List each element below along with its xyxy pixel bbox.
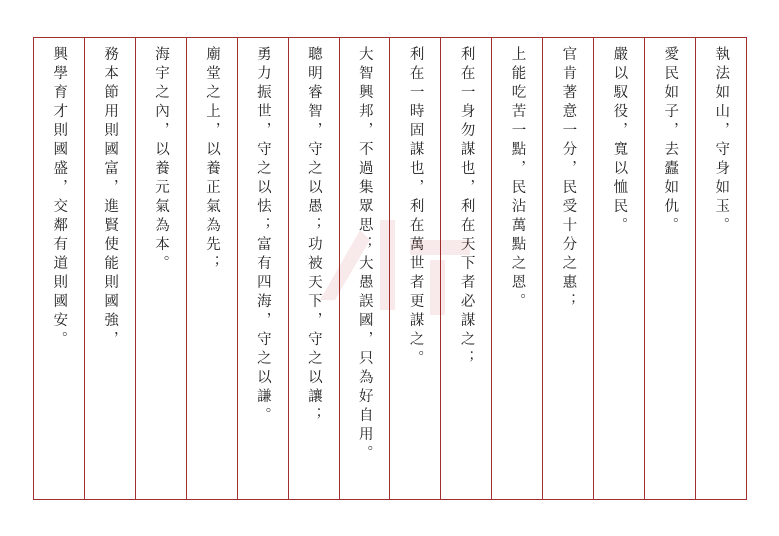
verse-text: 利在一時固謀也，利在萬世者更謀之。 xyxy=(407,46,424,369)
text-sheet xyxy=(33,37,747,500)
verse-text: 務本節用則國富，進賢使能則國強， xyxy=(102,46,119,350)
verse-text: 廟堂之上，以養正氣為先； xyxy=(203,46,220,274)
verse-column xyxy=(135,38,186,499)
verse-column xyxy=(186,38,237,499)
verse-column xyxy=(237,38,288,499)
verse-text: 大智興邦，不過集眾思；大愚誤國，只為好自用。 xyxy=(356,46,373,464)
verse-text: 興學育才則國盛，交鄰有道則國安。 xyxy=(51,46,68,350)
verse-text: 嚴以馭役，寬以恤民。 xyxy=(611,46,628,236)
verse-column xyxy=(389,38,440,499)
verse-column xyxy=(84,38,135,499)
verse-text: 海宇之內，以養元氣為本。 xyxy=(153,46,170,274)
verse-column xyxy=(34,38,84,499)
verse-text: 愛民如子，去蠹如仇。 xyxy=(662,46,679,236)
verse-text: 勇力振世，守之以怯；富有四海，守之以謙。 xyxy=(254,46,271,426)
verse-column xyxy=(542,38,593,499)
verse-column xyxy=(288,38,339,499)
verse-column xyxy=(593,38,644,499)
verse-text: 執法如山，守身如玉。 xyxy=(713,46,730,236)
verse-column xyxy=(339,38,390,499)
verse-column xyxy=(644,38,695,499)
verse-column xyxy=(695,38,746,499)
verse-column xyxy=(491,38,542,499)
verse-column xyxy=(440,38,491,499)
verse-text: 利在一身勿謀也，利在天下者必謀之； xyxy=(458,46,475,369)
verse-text: 聰明睿智，守之以愚；功被天下，守之以讓； xyxy=(305,46,322,426)
verse-text: 上能吃苦一點，民沾萬點之恩。 xyxy=(509,46,526,312)
verse-text: 官肯著意一分，民受十分之惠； xyxy=(560,46,577,312)
